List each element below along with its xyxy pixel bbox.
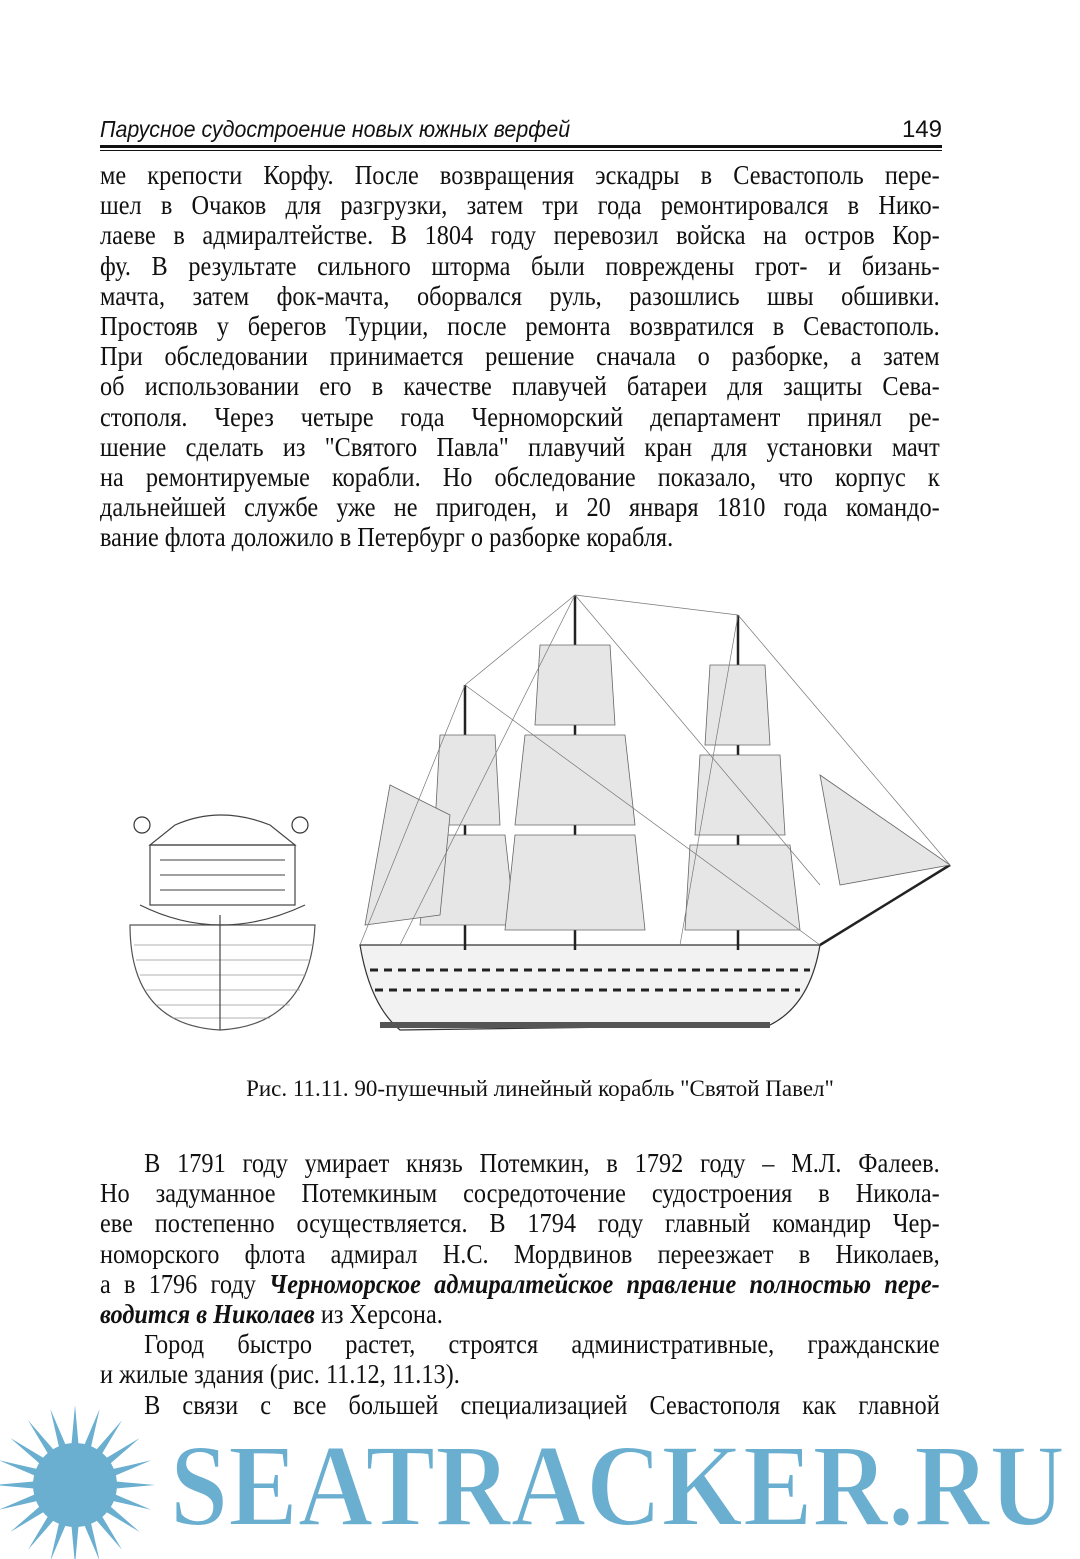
text-line: ме крепости Корфу. После возвращения эскадры в Севастополь пере-: [100, 160, 940, 190]
text-line: Город быстро растет, строятся административные, гражданские: [144, 1329, 940, 1360]
text-line: стополя. Через четыре года Черноморский департамент принял ре-: [100, 401, 940, 432]
text-line: фу. В результате сильного шторма были повреждены грот- и бизань-: [100, 250, 940, 281]
text-line: шел в Очаков для разгрузки, затем три года ремонтировался в Нико-: [100, 190, 940, 221]
sun-ray: [50, 1522, 66, 1559]
text-line: об использовании его в качестве плавучей батареи для защиты Сева-: [100, 371, 940, 402]
text-line: Простояв у берегов Турции, после ремонта возвратился в Севастополь.: [100, 310, 940, 341]
sun-ray: [112, 1460, 151, 1476]
sun-ray: [71, 1525, 78, 1559]
paragraph-1: [100, 160, 940, 552]
text-line: шение сделать из "Святого Павла" плавучий кран для установки мачт: [100, 431, 940, 462]
text-line: еве постепенно осуществляется. В 1794 году главный командир Чер-: [100, 1208, 940, 1239]
sun-ray: [105, 1438, 140, 1465]
watermark-text: SEATRACKER.RU: [170, 1420, 1065, 1551]
sun-ray: [84, 1522, 100, 1559]
sun-ray: [0, 1481, 35, 1488]
sun-ray: [28, 1515, 55, 1550]
text-line: В 1791 году умирает князь Потемкин, в 1792 году – М.Л. Фалеев.: [144, 1148, 940, 1178]
text-line: и жилые здания (рис. 11.12, 11.13).: [100, 1359, 460, 1390]
header-rule-thin: [100, 150, 942, 151]
text-line: мачта, затем фок-мачта, оборвался руль, разошлись швы обшивки.: [100, 280, 940, 311]
sun-ray: [96, 1515, 123, 1550]
stern-view-drawing: [130, 815, 315, 1030]
sun-ray: [28, 1420, 55, 1455]
ship-side-view-drawing: [360, 595, 950, 1030]
text-line: [100, 1269, 940, 1299]
text-line: лаеве в адмиралтействе. В 1804 году перевозил войска на остров Кор-: [100, 220, 940, 251]
text-line: на ремонтируемые корабли. Но обследование показало, что корпус к: [100, 461, 940, 492]
text-line: В связи с все большей специализацией Севастополя как главной: [144, 1389, 940, 1420]
header-rule: [100, 145, 942, 148]
page-number: 149: [901, 116, 942, 143]
text-line: [100, 1299, 940, 1329]
sun-ray: [115, 1481, 155, 1488]
sun-ray: [105, 1506, 140, 1533]
paragraph-2: [100, 1148, 940, 1420]
sun-ray: [0, 1494, 38, 1510]
figure-caption: Рис. 11.11. 90-пушечный линейный корабль "Святой Павел": [246, 1076, 834, 1101]
sun-ray: [112, 1494, 151, 1510]
sun-ray: [10, 1438, 45, 1465]
sun-icon: [0, 1405, 155, 1559]
sun-ray: [10, 1506, 45, 1533]
sun-ray: [96, 1420, 123, 1455]
text-line: вание флота доложило в Петербург о разборке корабля.: [100, 522, 674, 553]
text-line: номорского флота адмирал Н.С. Мордвинов переезжает в Николаев,: [100, 1238, 940, 1269]
running-header-title: Парусное судостроение новых южных верфей: [100, 116, 571, 142]
watermark-logo: [0, 1400, 1080, 1559]
text-line: дальнейшей службе уже не пригоден, и 20 января 1810 года командо-: [100, 492, 940, 523]
sun-ray: [84, 1409, 100, 1448]
emphasis-text: Черноморское адмиралтейское правление полностью пере-: [269, 1268, 940, 1299]
text-span: из Херсона.: [314, 1298, 443, 1329]
sun-ray: [0, 1460, 38, 1476]
running-header: [100, 114, 942, 146]
text-line: При обследовании принимается решение сначала о разборке, а затем: [100, 341, 940, 372]
text-line: Но задуманное Потемкиным сосредоточение судостроения в Никола-: [100, 1178, 940, 1209]
emphasis-text: водится в Николаев: [100, 1298, 315, 1329]
ship-illustration: [120, 585, 960, 1060]
sun-ray: [71, 1405, 78, 1445]
text-span: а в 1796 году: [100, 1268, 270, 1299]
sun-ray: [50, 1409, 66, 1448]
